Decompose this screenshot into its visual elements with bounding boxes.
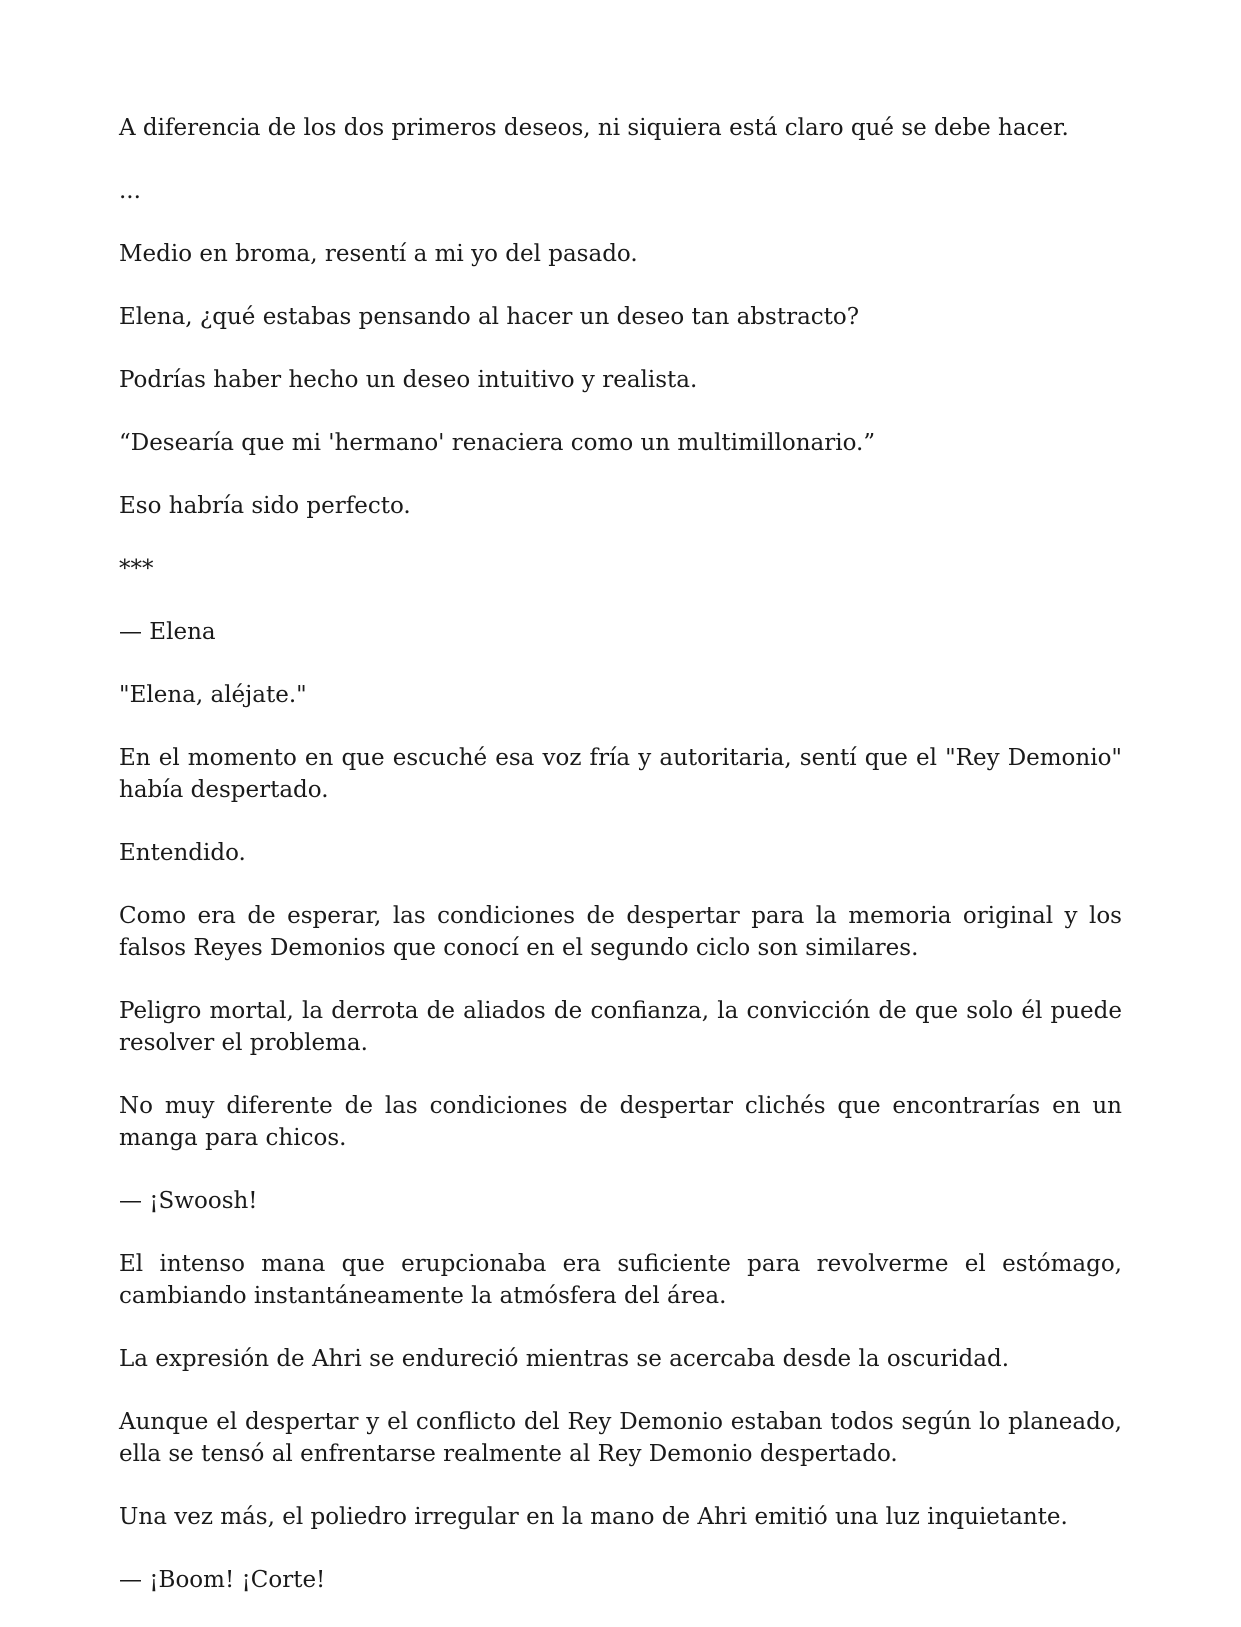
paragraph: — Elena	[119, 619, 216, 645]
paragraph: "Elena, aléjate."	[119, 682, 307, 708]
paragraph: Medio en broma, resentí a mi yo del pasado.	[119, 241, 638, 267]
paragraph: Aunque el despertar y el conflicto del Rey Demonio estaban todos según lo planeado, ella se tensó al enfrentarse realmente al Rey Demonio despertado.	[119, 1409, 1122, 1467]
paragraph: La expresión de Ahri se endureció mientras se acercaba desde la oscuridad.	[119, 1346, 1010, 1372]
document-body	[119, 112, 1122, 1627]
scene-break: ***	[119, 556, 154, 582]
paragraph: Entendido.	[119, 840, 246, 866]
paragraph: — ¡Swoosh!	[119, 1188, 258, 1214]
paragraph: En el momento en que escuché esa voz fría y autoritaria, sentí que el "Rey Demonio" había despertado.	[119, 745, 1122, 803]
paragraph: — ¡Boom! ¡Corte!	[119, 1567, 326, 1593]
paragraph: Podrías haber hecho un deseo intuitivo y realista.	[119, 367, 698, 393]
paragraph: Como era de esperar, las condiciones de despertar para la memoria original y los falsos Reyes Demonios que conocí en el segundo ciclo son similares.	[119, 903, 1122, 961]
paragraph: Eso habría sido perfecto.	[119, 493, 411, 519]
paragraph: ...	[119, 178, 141, 204]
paragraph: No muy diferente de las condiciones de despertar clichés que encontrarías en un manga para chicos.	[119, 1093, 1122, 1151]
paragraph: Elena, ¿qué estabas pensando al hacer un deseo tan abstracto?	[119, 304, 860, 330]
paragraph: Peligro mortal, la derrota de aliados de confianza, la convicción de que solo él puede resolver el problema.	[119, 998, 1122, 1056]
paragraph: “Desearía que mi 'hermano' renaciera como un multimillonario.”	[119, 430, 876, 456]
paragraph: El intenso mana que erupcionaba era suficiente para revolverme el estómago, cambiando instantáneamente la atmósfera del área.	[119, 1251, 1122, 1309]
paragraph: Una vez más, el poliedro irregular en la mano de Ahri emitió una luz inquietante.	[119, 1504, 1068, 1530]
paragraph: A diferencia de los dos primeros deseos, ni siquiera está claro qué se debe hacer.	[119, 115, 1069, 141]
